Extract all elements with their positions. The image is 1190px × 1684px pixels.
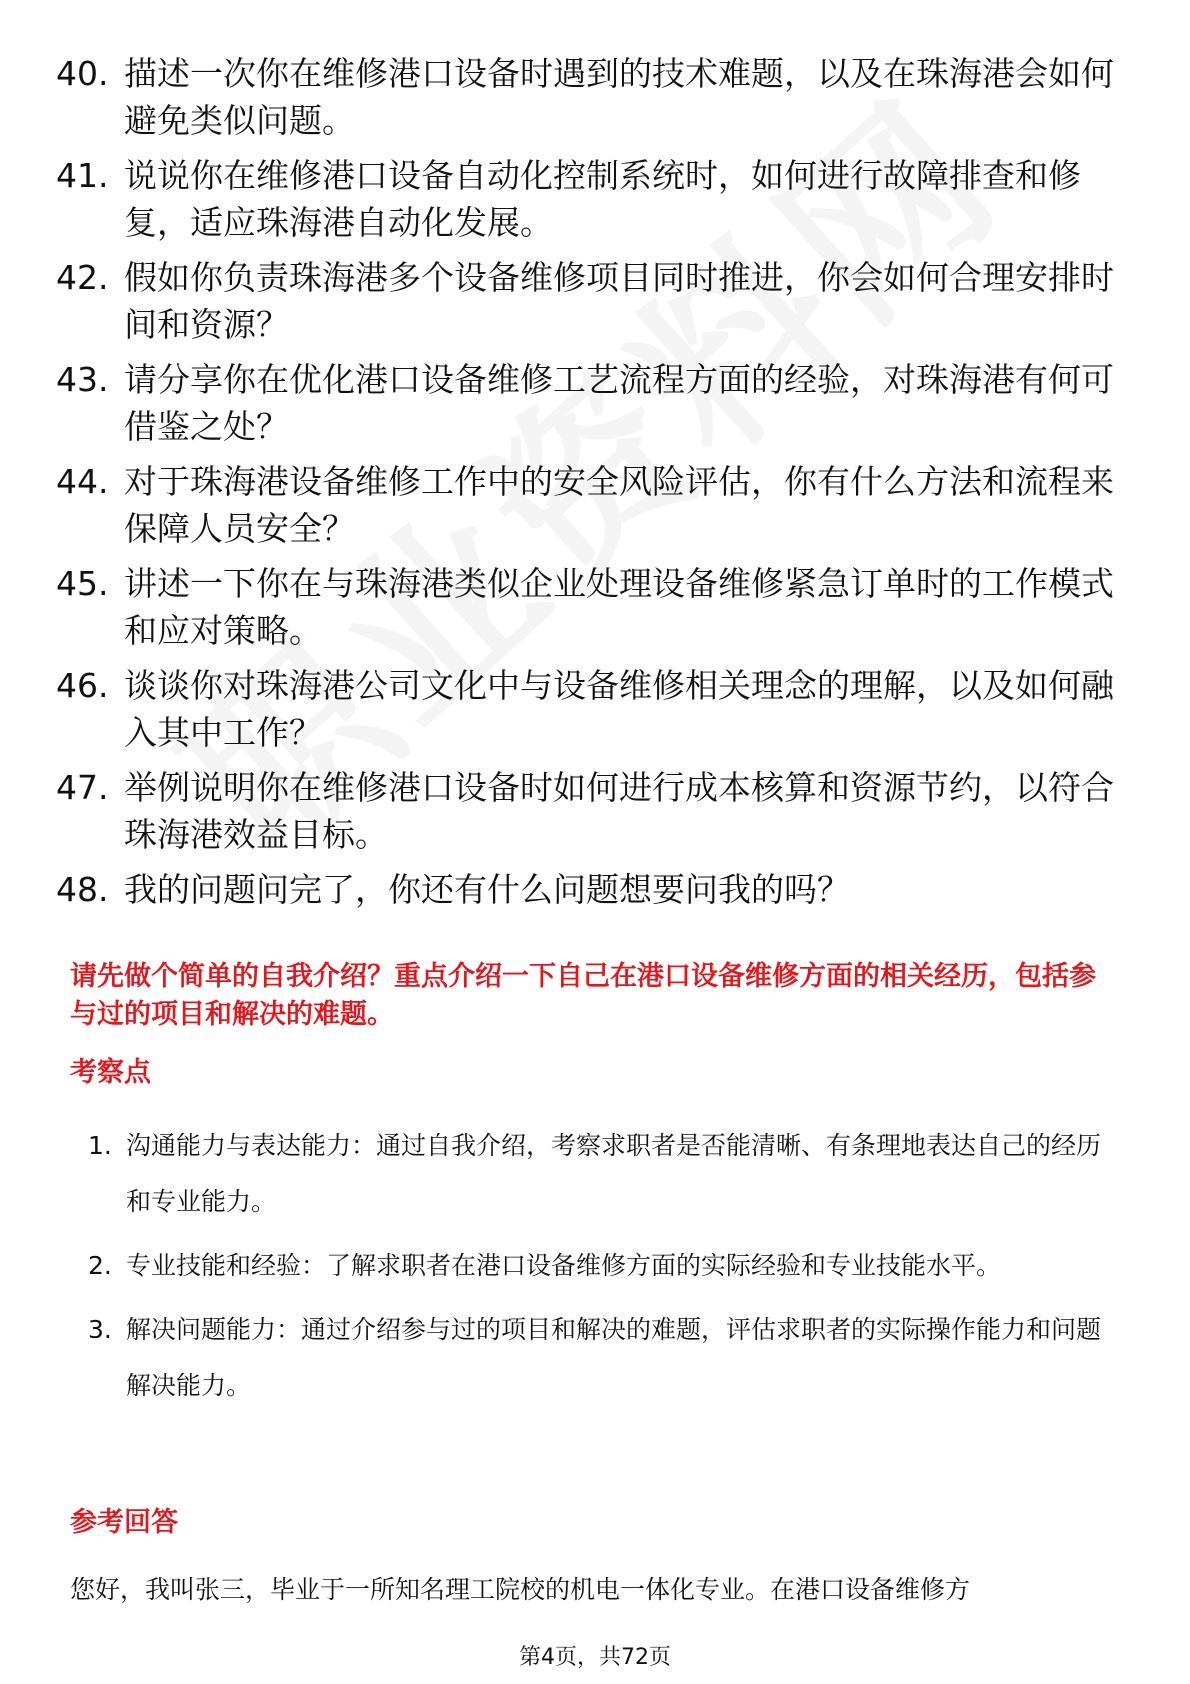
question-text: 假如你负责珠海港多个设备维修项目同时推进，你会如何合理安排时间和资源？	[124, 258, 1114, 344]
question-number: 41.	[56, 156, 109, 195]
question-item	[56, 50, 1116, 144]
question-number: 47.	[56, 768, 109, 807]
question-number: 46.	[56, 666, 109, 705]
question-number: 42.	[56, 258, 109, 297]
question-text: 说说你在维修港口设备自动化控制系统时，如何进行故障排查和修复，适应珠海港自动化发展。	[124, 156, 1081, 242]
assess-label: 考察点	[70, 1057, 151, 1088]
assess-point	[88, 1118, 1118, 1230]
assess-point-number: 2.	[88, 1251, 112, 1280]
question-list	[56, 50, 1116, 921]
question-text: 请分享你在优化港口设备维修工艺流程方面的经验，对珠海港有何可借鉴之处？	[124, 360, 1114, 446]
question-text: 谈谈你对珠海港公司文化中与设备维修相关理念的理解，以及如何融入其中工作？	[124, 666, 1114, 752]
question-number: 48.	[56, 870, 109, 909]
answer-label: 参考回答	[70, 1507, 178, 1538]
assess-point	[88, 1302, 1118, 1414]
question-item	[56, 152, 1116, 246]
question-number: 40.	[56, 54, 109, 93]
question-item	[56, 254, 1116, 348]
question-number: 43.	[56, 360, 109, 399]
question-item	[56, 662, 1116, 756]
question-item	[56, 866, 1116, 913]
assess-point-number: 3.	[88, 1315, 112, 1344]
assess-point-text: 专业技能和经验：了解求职者在港口设备维修方面的实际经验和专业技能水平。	[126, 1251, 1002, 1280]
question-number: 44.	[56, 462, 109, 501]
assess-point-text: 沟通能力与表达能力：通过自我介绍，考察求职者是否能清晰、有条理地表达自己的经历和专业能力。	[126, 1131, 1102, 1216]
page-footer: 第4页，共72页	[519, 1645, 671, 1670]
question-text: 描述一次你在维修港口设备时遇到的技术难题，以及在珠海港会如何避免类似问题。	[124, 54, 1114, 140]
question-text: 举例说明你在维修港口设备时如何进行成本核算和资源节约，以符合珠海港效益目标。	[124, 768, 1114, 854]
question-text: 对于珠海港设备维修工作中的安全风险评估，你有什么方法和流程来保障人员安全？	[124, 462, 1114, 548]
question-number: 45.	[56, 564, 109, 603]
assess-point-text: 解决问题能力：通过介绍参与过的项目和解决的难题，评估求职者的实际操作能力和问题解决能力。	[126, 1315, 1102, 1400]
answer-text: 您好，我叫张三，毕业于一所知名理工院校的机电一体化专业。在港口设备维修方	[70, 1575, 971, 1604]
assess-point	[88, 1238, 1118, 1294]
question-item	[56, 356, 1116, 450]
question-item	[56, 458, 1116, 552]
question-text: 我的问题问完了，你还有什么问题想要问我的吗？	[124, 870, 850, 909]
question-text: 讲述一下你在与珠海港类似企业处理设备维修紧急订单时的工作模式和应对策略。	[124, 564, 1114, 650]
question-item	[56, 764, 1116, 858]
question-item	[56, 560, 1116, 654]
assess-point-number: 1.	[88, 1131, 112, 1160]
assess-points-list	[88, 1118, 1118, 1422]
highlight-question: 请先做个简单的自我介绍？重点介绍一下自己在港口设备维修方面的相关经历，包括参与过的项目和解决的难题。	[70, 961, 1096, 1030]
